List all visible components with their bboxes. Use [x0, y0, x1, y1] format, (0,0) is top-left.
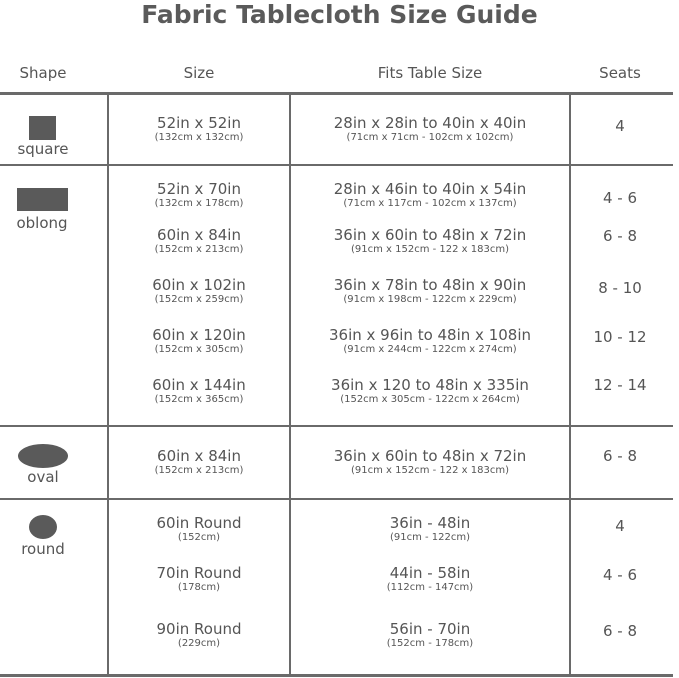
header-shape: Shape	[19, 64, 67, 82]
fits-cm: (71cm x 117cm - 102cm x 137cm)	[343, 198, 517, 209]
fits-cell	[290, 227, 570, 256]
fits-inches: 36in x 96in to 48in x 108in	[328, 326, 531, 344]
table-bottom-border	[0, 674, 673, 677]
size-inches: 60in x 84in	[157, 226, 241, 244]
square-swatch-icon	[29, 116, 56, 140]
header-divider	[0, 92, 673, 95]
shape-label-round: round	[21, 540, 65, 558]
fits-cell	[290, 327, 570, 356]
size-cm: (132cm x 132cm)	[154, 132, 244, 143]
seats-cell: 12 - 14	[593, 376, 647, 394]
size-inches: 90in Round	[156, 620, 242, 638]
size-cell	[108, 448, 290, 477]
seats-cell: 4	[615, 117, 625, 135]
size-cm: (229cm)	[177, 638, 221, 649]
size-inches: 52in x 52in	[157, 114, 241, 132]
page-title: Fabric Tablecloth Size Guide	[141, 0, 538, 29]
fits-cell	[290, 181, 570, 210]
fits-inches: 36in x 78in to 48in x 90in	[333, 276, 527, 294]
fits-cm: (112cm - 147cm)	[386, 582, 474, 593]
size-inches: 60in x 102in	[152, 276, 246, 294]
seats-cell: 6 - 8	[602, 227, 638, 245]
header-fits-table-size: Fits Table Size	[377, 64, 483, 82]
fits-inches: 56in - 70in	[389, 620, 471, 638]
fits-cm: (91cm x 198cm - 122cm x 229cm)	[343, 294, 517, 305]
divider-oval	[0, 498, 673, 500]
header-seats: Seats	[599, 64, 641, 82]
fits-cm: (71cm x 71cm - 102cm x 102cm)	[346, 132, 514, 143]
size-inches: 52in x 70in	[157, 180, 241, 198]
seats-cell: 6 - 8	[602, 447, 638, 465]
shape-label-square: square	[17, 140, 69, 158]
fits-cm: (152cm - 178cm)	[386, 638, 474, 649]
fits-cm: (91cm x 152cm - 122 x 183cm)	[350, 465, 510, 476]
size-cm: (152cm x 213cm)	[154, 465, 244, 476]
size-inches: 60in x 144in	[152, 376, 246, 394]
size-cell	[108, 277, 290, 306]
size-inches: 60in x 84in	[157, 447, 241, 465]
size-cell	[108, 565, 290, 594]
round-swatch-icon	[29, 515, 57, 539]
size-cell	[108, 227, 290, 256]
fits-inches: 36in - 48in	[389, 514, 471, 532]
divider-square	[0, 164, 673, 166]
shape-label-oval: oval	[27, 468, 59, 486]
size-cm: (152cm x 305cm)	[154, 344, 244, 355]
size-cm: (152cm x 213cm)	[154, 244, 244, 255]
seats-cell: 4 - 6	[602, 189, 638, 207]
fits-inches: 36in x 60in to 48in x 72in	[333, 447, 527, 465]
fits-inches: 44in - 58in	[389, 564, 471, 582]
size-cell	[108, 621, 290, 650]
size-cm: (152cm x 365cm)	[154, 394, 244, 405]
oblong-swatch-icon	[17, 188, 68, 211]
fits-cm: (152cm x 305cm - 122cm x 264cm)	[340, 394, 520, 405]
fits-cell	[290, 565, 570, 594]
size-cell	[108, 327, 290, 356]
fits-cm: (91cm - 122cm)	[389, 532, 471, 543]
fits-cm: (91cm x 152cm - 122 x 183cm)	[350, 244, 510, 255]
header-size: Size	[183, 64, 215, 82]
size-cell	[108, 181, 290, 210]
seats-cell: 4 - 6	[602, 566, 638, 584]
seats-cell: 8 - 10	[598, 279, 642, 297]
size-inches: 70in Round	[156, 564, 242, 582]
oval-swatch-icon	[18, 444, 68, 468]
seats-cell: 10 - 12	[593, 328, 647, 346]
fits-cell	[290, 115, 570, 144]
size-cm: (152cm)	[177, 532, 221, 543]
size-cm: (178cm)	[177, 582, 221, 593]
fits-cell	[290, 515, 570, 544]
fits-inches: 36in x 60in to 48in x 72in	[333, 226, 527, 244]
size-cm: (152cm x 259cm)	[154, 294, 244, 305]
seats-cell: 4	[615, 517, 625, 535]
fits-inches: 28in x 46in to 40in x 54in	[333, 180, 527, 198]
fits-cell	[290, 377, 570, 406]
fits-cell	[290, 621, 570, 650]
seats-cell: 6 - 8	[602, 622, 638, 640]
shape-label-oblong: oblong	[16, 214, 68, 232]
fits-cell	[290, 277, 570, 306]
size-cell	[108, 115, 290, 144]
fits-inches: 28in x 28in to 40in x 40in	[333, 114, 527, 132]
fits-inches: 36in x 120 to 48in x 335in	[331, 376, 529, 394]
size-cell	[108, 377, 290, 406]
size-inches: 60in Round	[156, 514, 242, 532]
fits-cell	[290, 448, 570, 477]
size-inches: 60in x 120in	[152, 326, 246, 344]
divider-oblong	[0, 425, 673, 427]
fits-cm: (91cm x 244cm - 122cm x 274cm)	[343, 344, 517, 355]
size-cm: (132cm x 178cm)	[154, 198, 244, 209]
size-cell	[108, 515, 290, 544]
